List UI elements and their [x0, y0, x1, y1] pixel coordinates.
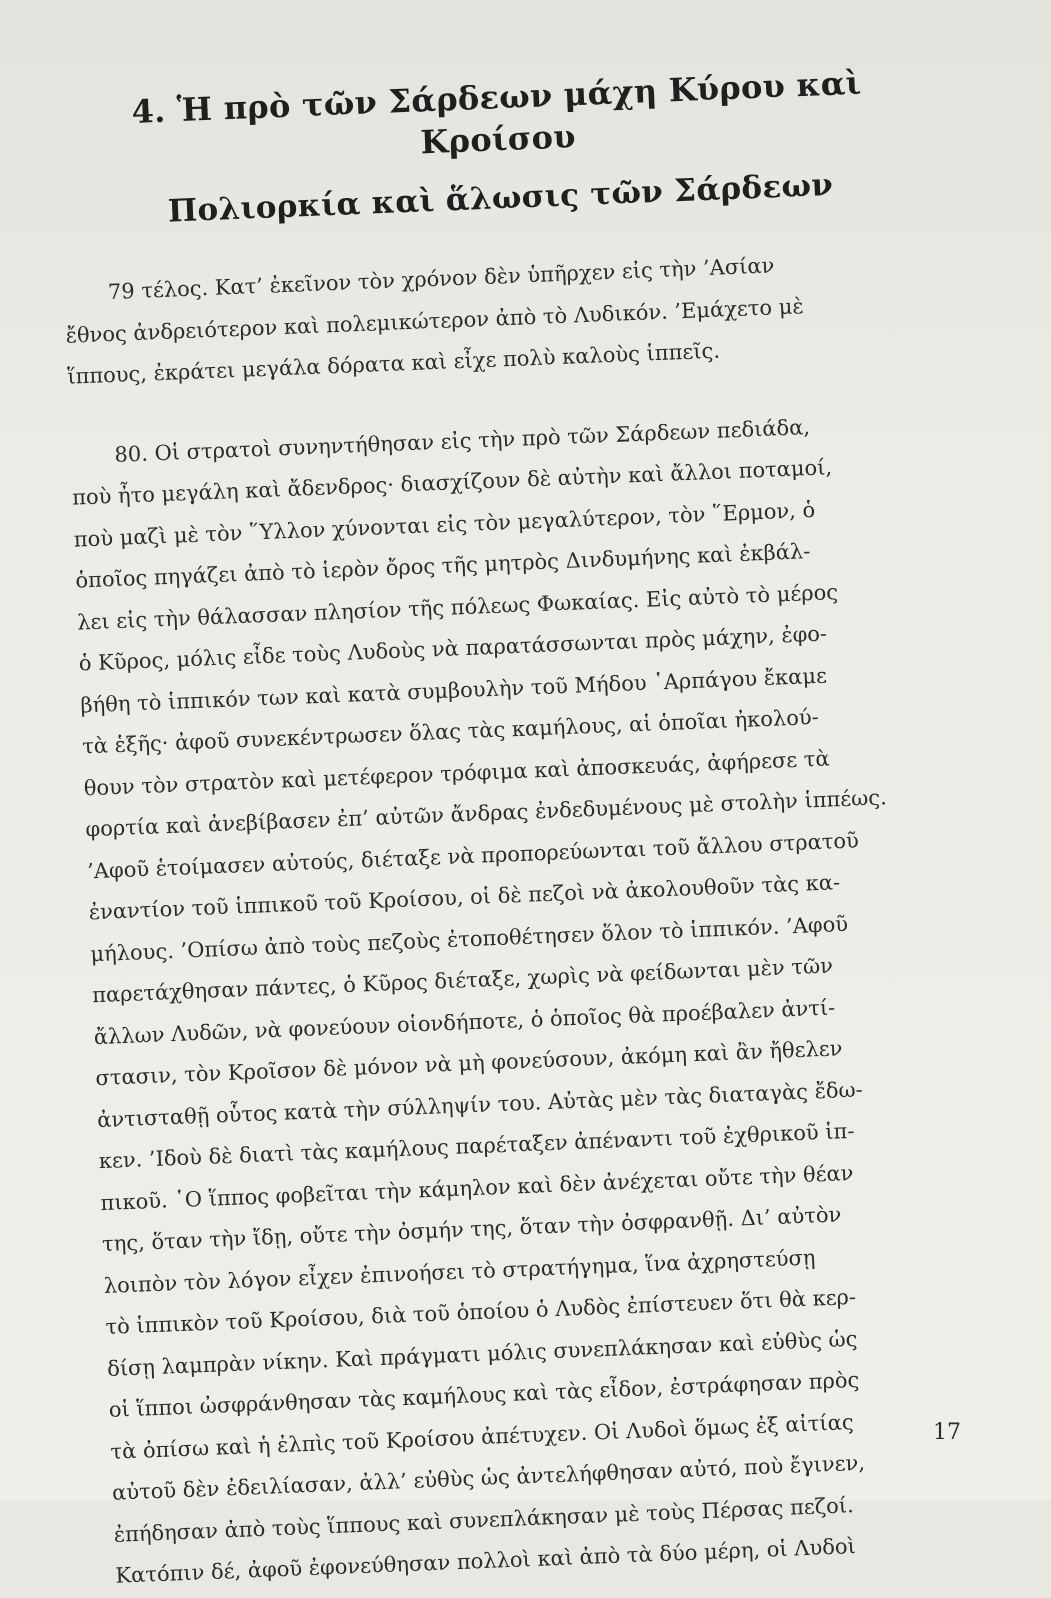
paragraph-80 — [70, 401, 996, 1597]
text-line: ἀντισταθῇ οὗτος κατὰ τὴν σύλληψίν του. Αὐτὰς μὲν τὰς διαταγὰς ἔδω- — [96, 1077, 864, 1133]
paragraph-79 — [63, 239, 947, 399]
text-line: τὸ ἱππικὸν τοῦ Κροίσου, διὰ τοῦ ὁποίου ὁ Λυδὸς ἐπίστευεν ὅτι θὰ κερ- — [105, 1285, 857, 1340]
text-line: βήθη τὸ ἱππικόν των καὶ κατὰ συμβουλὴν τοῦ Μήδου ῾Αρπάγου ἔκαμε — [80, 663, 828, 718]
text-line: θουν τὸν στρατὸν καὶ μετέφερον τρόφιμα καὶ ἀποσκευάς, ἀφήρεσε τὰ — [83, 746, 831, 801]
text-line: ἵππους, ἐκράτει μεγάλα δόρατα καὶ εἶχε πολὺ καλοὺς ἱππεῖς. — [66, 339, 721, 390]
text-line: πικοῦ. ῾Ο ἵππος φοβεῖται τὴν κάμηλον καὶ δὲν ἀνέχεται οὔτε τὴν θέαν — [100, 1160, 854, 1216]
text-line: ποὺ ἦτο μεγάλη καὶ ἄδενδρος· διασχίζουν δὲ αὐτὴν καὶ ἄλλοι ποταμοί, — [71, 455, 833, 511]
text-line: αὐτοῦ δὲν ἐδειλίασαν, ἀλλ’ εὐθὺς ὡς ἀντελήφθησαν αὐτό, ποὺ ἔγινεν, — [111, 1451, 866, 1506]
text-line: μήλους. ’Οπίσω ἀπὸ τοὺς πεζοὺς ἐτοποθέτησεν ὅλον τὸ ἱππικόν. ’Αφοῦ — [90, 911, 849, 967]
chapter-title: 4. Ἡ πρὸ τῶν Σάρδεων μάχη Κύρου καὶ Κροίσου — [130, 63, 863, 161]
text-line: ἐναντίον τοῦ ἱππικοῦ τοῦ Κροίσου, οἱ δὲ πεζοὶ νὰ ἀκολουθοῦν τὰς κα- — [88, 870, 841, 925]
text-line: τὰ ἑξῆς· ἀφοῦ συνεκέντρωσεν ὅλας τὰς καμήλους, αἱ ὁποῖαι ἠκολού- — [81, 705, 820, 759]
text-line: ’Αφοῦ ἑτοίμασεν αὐτούς, διέταξε νὰ προπορεύωνται τοῦ ἄλλου στρατοῦ — [86, 828, 860, 884]
text-line: 79 τέλος. Κατ’ ἐκεῖνον τὸν χρόνον δὲν ὑπῆρχεν εἰς τὴν ’Ασίαν — [107, 253, 775, 305]
text-line: ἄλλων Λυδῶν, νὰ φονεύουν οἱονδήποτε, ὁ ὁποῖος θὰ προέβαλεν ἀντί- — [93, 995, 836, 1050]
page-content — [56, 60, 996, 1598]
text-line: ποὺ μαζὶ μὲ τὸν ῞Υλλον χύνονται εἰς τὸν μεγαλύτερον, τὸν ῞Ερμον, ὁ — [73, 497, 816, 552]
text-line: φορτία καὶ ἀνεβίβασεν ἐπ’ αὐτῶν ἄνδρας ἐνδεδυμένους μὲ στολὴν ἱππέως. — [85, 785, 888, 842]
text-line: Κατόπιν δέ, ἀφοῦ ἐφονεύθησαν πολλοὶ καὶ ἀπὸ τὰ δύο μέρη, οἱ Λυδοὶ — [115, 1534, 857, 1589]
chapter-subtitle: Πολιορκία καὶ ἅλωσις τῶν Σάρδεων — [167, 167, 834, 230]
text-line: δίσῃ λαμπρὰν νίκην. Καὶ πράγματι μόλις συνεπλάκησαν καὶ εὐθὺς ὡς — [106, 1326, 858, 1381]
text-line: οἱ ἵπποι ὠσφράνθησαν τὰς καμήλους καὶ τὰς εἶδον, ἐστράφησαν πρὸς — [108, 1368, 860, 1423]
text-line: 80. Οἱ στρατοὶ συνηντήθησαν εἰς τὴν πρὸ τῶν Σάρδεων πεδιάδα, — [114, 415, 811, 467]
text-line: ἐπήδησαν ἀπὸ τοὺς ἵππους καὶ συνεπλάκησαν μὲ τοὺς Πέρσας πεζοί. — [113, 1493, 855, 1547]
text-line: ἔθνος ἀνδρειότερον καὶ πολεμικώτερον ἀπὸ τὸ Λυδικόν. ’Εμάχετο μὲ — [65, 294, 805, 348]
text-line: τὰ ὀπίσω καὶ ἡ ἐλπὶς τοῦ Κροίσου ἀπέτυχεν. Οἱ Λυδοὶ ὅμως ἐξ αἰτίας — [110, 1410, 855, 1464]
page-number: 17 — [933, 1420, 961, 1445]
text-line: ὁποῖος πηγάζει ἀπὸ τὸ ἱερὸν ὄρος τῆς μητρὸς Δινδυμήνης καὶ ἐκβάλ- — [75, 539, 811, 594]
text-line: παρετάχθησαν πάντες, ὁ Κῦρος διέταξε, χωρὶς νὰ φείδωνται μὲν τῶν — [91, 954, 834, 1008]
text-line: κεν. ’Ιδοὺ δὲ διατὶ τὰς καμήλους παρέταξεν ἀπέναντι τοῦ ἐχθρικοῦ ἱπ- — [98, 1119, 855, 1174]
text-line: λοιπὸν τὸν λόγον εἶχεν ἐπινοήσει τὸ στρατήγημα, ἵνα ἀχρηστεύσῃ — [103, 1245, 816, 1299]
text-line: στασιν, τὸν Κροῖσον δὲ μόνον νὰ μὴ φονεύσουν, ἀκόμη καὶ ἂν ἤθελεν — [95, 1036, 843, 1091]
text-line: της, ὅταν τὴν ἴδῃ, οὔτε τὴν ὀσμήν της, ὅταν τὴν ὀσφρανθῇ. Δι’ αὐτὸν — [101, 1202, 842, 1257]
text-line: λει εἰς τὴν θάλασσαν πλησίον τῆς πόλεως Φωκαίας. Εἰς αὐτὸ τὸ μέρος — [76, 580, 839, 635]
text-line: ὁ Κῦρος, μόλις εἶδε τοὺς Λυδοὺς νὰ παρατάσσωνται πρὸς μάχην, ἐφο- — [78, 621, 828, 677]
